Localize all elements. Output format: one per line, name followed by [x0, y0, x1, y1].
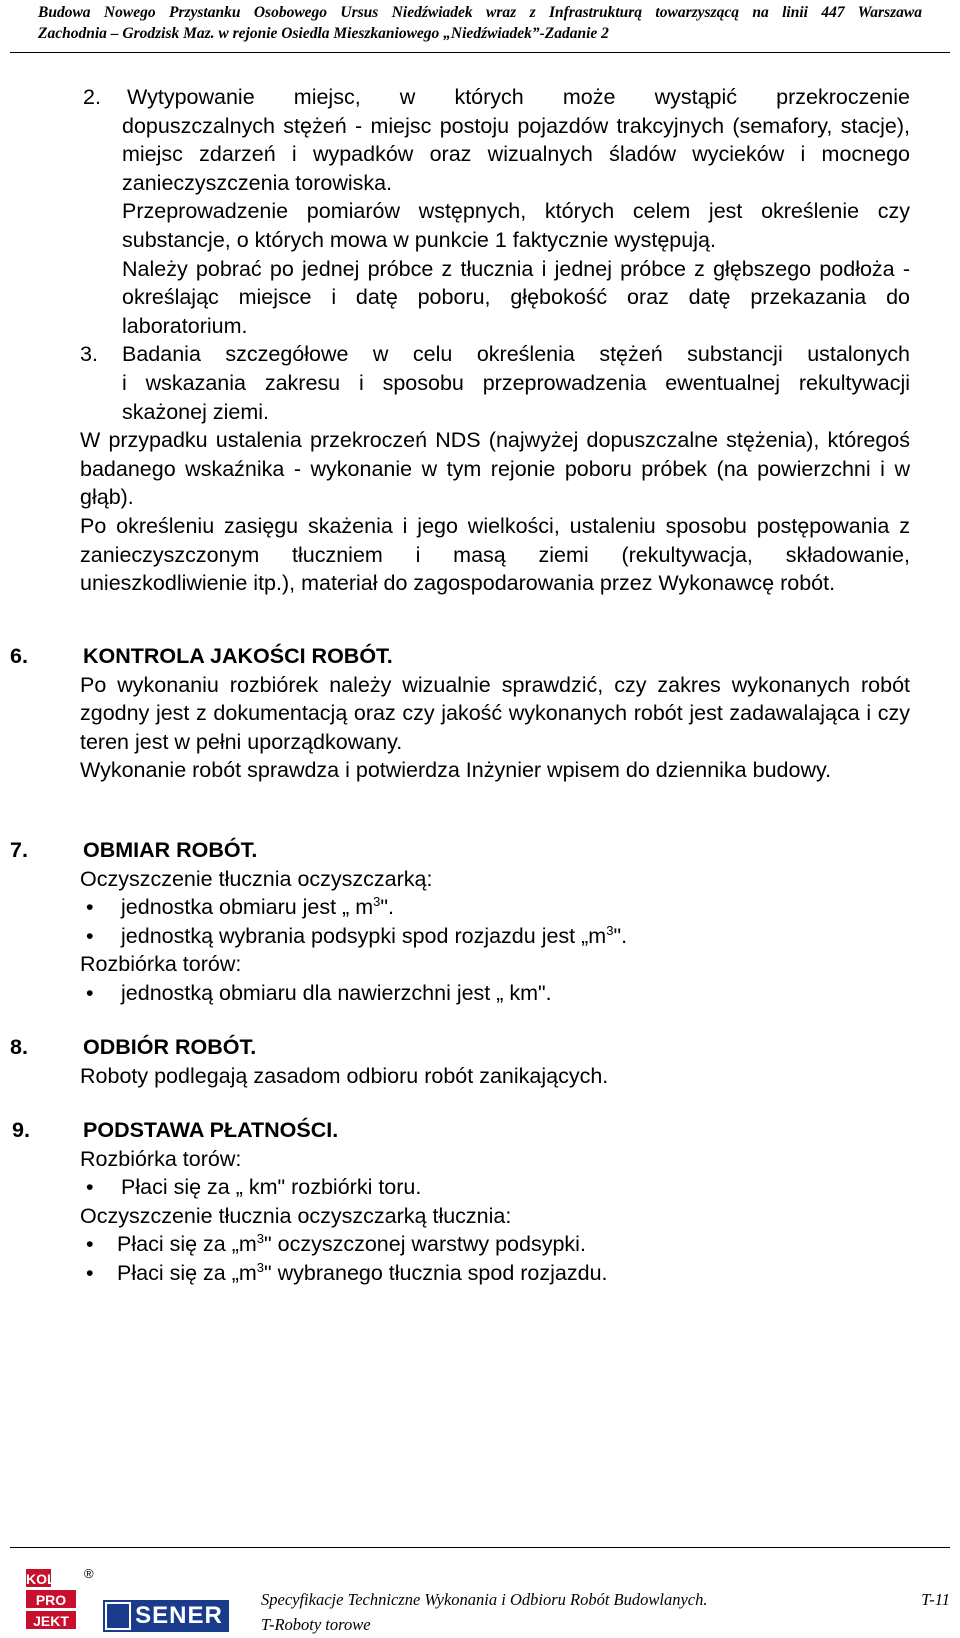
footer-caption	[261, 1587, 707, 1637]
item-2-text: dopuszczalnych stężeń - miejsc postoju pojazdów trakcyjnych (semafory, stacje), miejsc zdarzeń i wypadków oraz wizualnych śladów wycieków i mocnego zanieczyszczenia torowiska.	[122, 113, 910, 195]
section-6-paragraph-1: Po wykonaniu rozbiórek należy wizualnie sprawdzić, czy zakres wykonanych robót zgodny jest z dokumentacją oraz czy jakość wykonanych robót jest zadawalająca i czy teren jest w pełni uporządkowany.	[80, 672, 910, 754]
document-header	[38, 2, 922, 44]
logo-cell: PRO	[25, 1589, 77, 1609]
item-2-sampling: Należy pobrać po jednej próbce z tłucznia i jednej próbce z głębszego podłoża - określając miejsce i datę poboru, głębokość oraz datę przekazania do laboratorium.	[122, 256, 910, 338]
item-3-number: 3.	[80, 342, 98, 367]
section-9-number: 9.	[12, 1118, 30, 1142]
section-9-title: PODSTAWA PŁATNOŚCI.	[83, 1118, 339, 1142]
section-6-paragraph-2: Wykonanie robót sprawdza i potwierdza Inżynier wpisem do dziennika budowy.	[80, 758, 832, 783]
logo-cell: KOL	[25, 1568, 52, 1588]
section-9-bullet-3: Płaci się za $„m^3$" wybranego tłucznia spod rozjazdu.	[117, 1260, 608, 1285]
bullet-icon: •	[86, 923, 94, 948]
item-2-first-line: Wytypowanie miejsc, w których może wystąpić przekroczenie	[127, 85, 910, 109]
logo-cell: JEKT	[25, 1610, 77, 1630]
section-8-paragraph: Roboty podlegają zasadom odbioru robót zanikających.	[80, 1063, 609, 1088]
section-7-title: OBMIAR ROBÓT.	[83, 838, 258, 862]
section-7-number: 7.	[10, 838, 28, 862]
page-number: T-11	[921, 1590, 950, 1609]
header-line-1: Budowa Nowego Przystanku Osobowego Ursus Niedźwiadek wraz z Infrastrukturą towarzyszącą na linii 447 Warszawa	[38, 4, 922, 21]
kolprojekt-logo	[25, 1568, 81, 1632]
item-3-text: i wskazania zakresu i sposobu przeprowadzenia ewentualnej rekultywacji skażonej ziemi.	[122, 371, 910, 424]
header-divider	[10, 52, 950, 53]
contamination-paragraph: Po określeniu zasięgu skażenia i jego wielkości, ustaleniu sposobu postępowania z zanieczyszczonym tłuczniem i masą ziemi (rekultywacja, składowanie, unieszkodliwienie itp.), materiał do zagospodarowania przez Wykonawcę robót.	[80, 514, 910, 596]
footer-line-1: Specyfikacje Techniczne Wykonania i Odbioru Robót Budowlanych.	[261, 1590, 708, 1609]
footer-divider	[10, 1547, 950, 1548]
sener-logo	[103, 1600, 229, 1632]
bullet-icon: •	[86, 1232, 94, 1257]
bullet-icon: •	[86, 1261, 94, 1285]
section-6-title: KONTROLA JAKOŚCI ROBÓT.	[83, 644, 393, 668]
section-6-number: 6.	[10, 644, 28, 668]
section-7-bullet-2: jednostką wybrania podsypki spod rozjazdu jest $„m^3$".	[121, 922, 628, 948]
item-2-number: 2.	[83, 85, 101, 109]
section-9-subheading-1: Rozbiórka torów:	[80, 1146, 242, 1171]
nds-paragraph: W przypadku ustalenia przekroczeń NDS (najwyżej dopuszczalne stężenia), któregoś badanego wskaźnika - wykonanie w tym rejonie poboru próbek (na powierzchni i w głąb).	[80, 428, 910, 510]
registered-mark: ®	[84, 1566, 94, 1581]
header-line-2: Zachodnia – Grodzisk Maz. w rejonie Osiedla Mieszkaniowego „Niedźwiadek”-Zadanie 2	[38, 25, 609, 42]
sener-logo-text: SENER	[131, 1602, 227, 1630]
item-2-preliminary-measurements: Przeprowadzenie pomiarów wstępnych, których celem jest określenie czy substancje, o których mowa w punkcie 1 faktycznie występują.	[122, 199, 910, 252]
section-9-subheading-2: Oczyszczenie tłucznia oczyszczarką tłucznia:	[80, 1203, 512, 1228]
sener-mark-icon	[107, 1604, 129, 1628]
bullet-icon: •	[86, 895, 94, 920]
section-8-title: ODBIÓR ROBÓT.	[83, 1035, 257, 1059]
section-7-bullet-3: jednostką obmiaru dla nawierzchni jest „ km".	[121, 981, 552, 1005]
section-7-subheading-2: Rozbiórka torów:	[80, 952, 242, 977]
item-3-first-line: Badania szczegółowe w celu określenia stężeń substancji ustalonych	[122, 342, 910, 367]
section-8-number: 8.	[10, 1035, 28, 1059]
footer-line-2: T-Roboty torowe	[261, 1615, 371, 1634]
section-9-bullet-1: Płaci się za „ km" rozbiórki toru.	[121, 1175, 422, 1200]
section-7-subheading-1: Oczyszczenie tłucznia oczyszczarką:	[80, 866, 433, 891]
bullet-icon: •	[86, 981, 94, 1005]
section-9-bullet-2: Płaci się za $„m^3$" oczyszczonej warstwy podsypki.	[117, 1231, 586, 1257]
section-7-bullet-1: jednostka obmiaru jest „ $m^3$".	[121, 894, 394, 920]
bullet-icon: •	[86, 1175, 94, 1200]
